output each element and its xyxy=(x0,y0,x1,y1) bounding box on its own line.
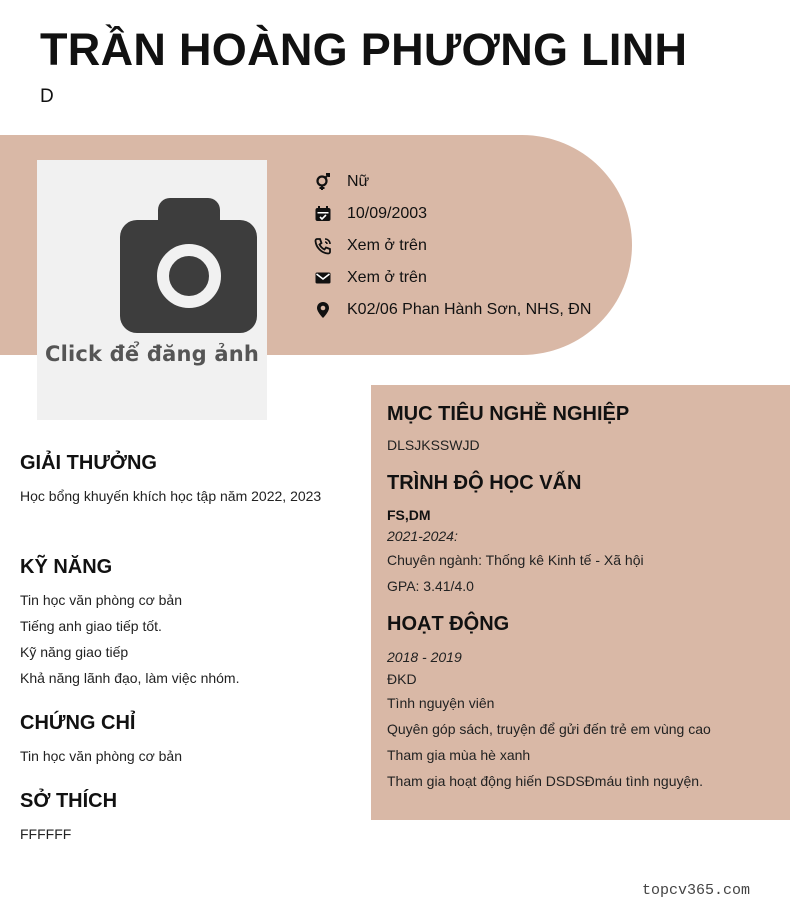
contact-email-value: Xem ở trên xyxy=(347,269,427,286)
hobbies-title: SỞ THÍCH xyxy=(20,790,118,812)
hobbies-item: FFFFFF xyxy=(20,826,72,842)
skills-item: Khả năng lãnh đạo, làm việc nhóm. xyxy=(20,670,240,686)
section-certificates xyxy=(20,712,350,769)
gender-icon xyxy=(314,173,332,191)
photo-upload-label: Click để đăng ảnh xyxy=(44,342,260,366)
skills-item: Tiếng anh giao tiếp tốt. xyxy=(20,618,162,634)
education-title: TRÌNH ĐỘ HỌC VẤN xyxy=(387,472,582,494)
certificates-item: Tin học văn phòng cơ bản xyxy=(20,748,182,764)
section-education xyxy=(387,472,774,599)
education-school: FS,DM xyxy=(387,507,431,523)
camera-icon xyxy=(120,198,257,333)
skills-title: KỸ NĂNG xyxy=(20,556,113,578)
calendar-icon xyxy=(314,205,332,223)
right-panel xyxy=(371,385,790,820)
certificates-title: CHỨNG CHỈ xyxy=(20,712,136,734)
activities-item: Tham gia mùa hè xanh xyxy=(387,747,531,763)
section-skills xyxy=(20,556,350,691)
skills-item: Tin học văn phòng cơ bản xyxy=(20,592,182,608)
awards-title: GIẢI THƯỞNG xyxy=(20,452,157,474)
email-icon xyxy=(314,269,332,287)
contact-address-value: K02/06 Phan Hành Sơn, NHS, ĐN xyxy=(347,301,592,318)
phone-icon xyxy=(314,237,332,255)
contact-birthday-value: 10/09/2003 xyxy=(347,205,428,222)
education-period: 2021-2024: xyxy=(387,528,458,544)
activities-item: Tham gia hoạt động hiến DSDSĐmáu tình nguyện. xyxy=(387,773,703,789)
education-major: Chuyên ngành: Thống kê Kinh tế - Xã hội xyxy=(387,552,644,568)
photo-upload[interactable] xyxy=(37,160,267,420)
contact-gender xyxy=(314,166,591,198)
contact-list xyxy=(314,166,591,326)
activities-title: HOẠT ĐỘNG xyxy=(387,613,510,635)
section-objective xyxy=(387,403,774,458)
skills-item: Kỹ năng giao tiếp xyxy=(20,644,129,660)
section-hobbies xyxy=(20,790,350,847)
activities-period: 2018 - 2019 xyxy=(387,649,462,665)
footer-brand: topcv365.com xyxy=(641,882,750,899)
contact-address xyxy=(314,294,591,326)
education-gpa: GPA: 3.41/4.0 xyxy=(387,578,474,594)
activities-org: ĐKD xyxy=(387,671,417,687)
cv-subtitle: D xyxy=(40,86,54,107)
objective-title: MỤC TIÊU NGHỀ NGHIỆP xyxy=(387,403,630,425)
section-activities xyxy=(387,613,774,794)
activities-item: Quyên góp sách, truyện để gửi đến trẻ em vùng cao xyxy=(387,721,711,737)
contact-phone xyxy=(314,230,591,262)
contact-birthday xyxy=(314,198,591,230)
contact-gender-value: Nữ xyxy=(347,173,370,190)
contact-phone-value: Xem ở trên xyxy=(347,237,427,254)
location-icon xyxy=(314,301,332,319)
cv-name: TRẦN HOÀNG PHƯƠNG LINH xyxy=(40,24,688,75)
contact-email xyxy=(314,262,591,294)
awards-item: Học bổng khuyến khích học tập năm 2022, 2023 xyxy=(20,488,322,504)
objective-text: DLSJKSSWJD xyxy=(387,437,480,453)
activities-role: Tình nguyện viên xyxy=(387,695,495,711)
section-awards xyxy=(20,452,350,509)
